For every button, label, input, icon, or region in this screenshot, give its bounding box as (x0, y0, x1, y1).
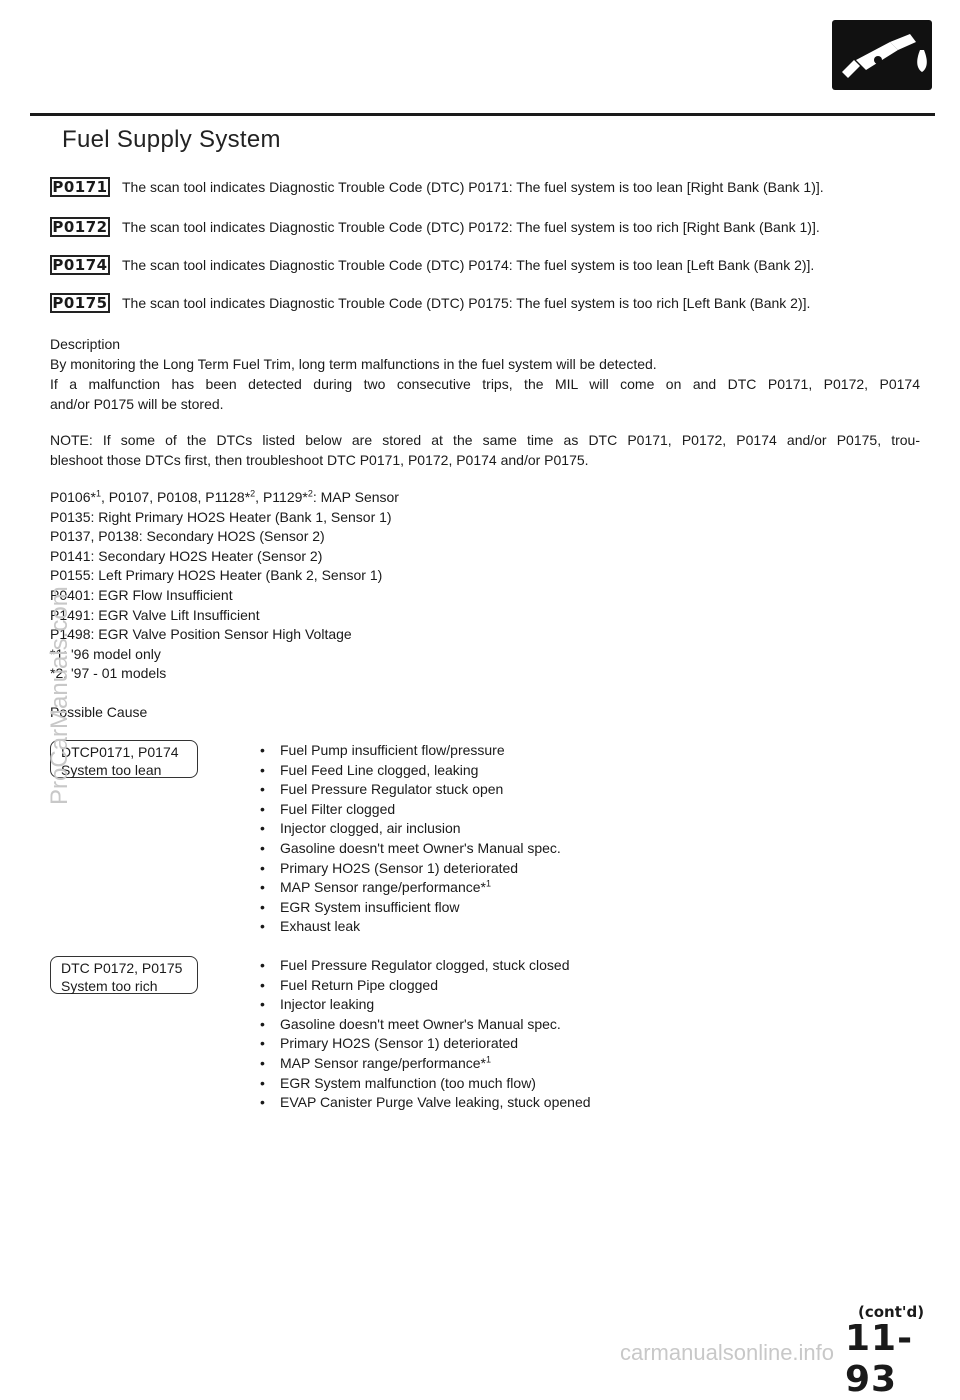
continued-label: (cont'd) (858, 1303, 925, 1321)
watermark-bottom: carmanualsonline.info (620, 1340, 835, 1365)
dtc-code-badge: P0172 (50, 217, 110, 237)
list-item: • Fuel Feed Line clogged, leaking (260, 761, 561, 781)
note-line: bleshoot those DTCs first, then troubleshoot DTC P0171, P0172, P0174 and/or P0175. (50, 452, 589, 468)
list-item: • Primary HO2S (Sensor 1) deteriorated (260, 859, 561, 879)
list-item: • EVAP Canister Purge Valve leaking, stuck opened (260, 1093, 591, 1113)
note-section (50, 430, 920, 470)
list-item: • MAP Sensor range/performance*$^1$ (260, 1054, 591, 1074)
watermark-left: ProCarManuals.com (46, 586, 73, 805)
list-item: • Fuel Pressure Regulator stuck open (260, 780, 561, 800)
description-line: and/or P0175 will be stored. (50, 396, 224, 412)
fuel-nozzle-icon (832, 20, 932, 90)
note-line: NOTE: If some of the DTCs listed below are stored at the same time as DTC P0171, P0172, P0174 and/or P0175, trou- (50, 432, 920, 448)
possible-cause-heading: Possible Cause (50, 704, 148, 720)
related-dtc-item: P0401: EGR Flow Insufficient (50, 586, 233, 603)
dtc-description: The scan tool indicates Diagnostic Trouble Code (DTC) P0171: The fuel system is too lean [Right Bank (Bank 1)]. (122, 179, 824, 195)
dtc-row-p0171 (50, 176, 824, 198)
list-item: • Exhaust leak (260, 917, 561, 937)
list-item: • Gasoline doesn't meet Owner's Manual spec. (260, 1015, 591, 1035)
related-dtc-item: P0137, P0138: Secondary HO2S (Sensor 2) (50, 528, 325, 545)
related-dtc-item: P0135: Right Primary HO2S Heater (Bank 1, Sensor 1) (50, 508, 392, 525)
list-item: • Injector leaking (260, 995, 591, 1015)
header-rule (30, 113, 935, 116)
related-dtc-item: P0141: Secondary HO2S Heater (Sensor 2) (50, 547, 323, 564)
dtc-row-p0172 (50, 216, 820, 238)
cause-box-rich: DTC P0172, P0175 System too rich (50, 956, 198, 994)
footnote: *1: '96 model only (50, 645, 161, 662)
dtc-description: The scan tool indicates Diagnostic Trouble Code (DTC) P0174: The fuel system is too lean [Left Bank (Bank 2)]. (122, 257, 815, 273)
list-item: • Fuel Pressure Regulator clogged, stuck closed (260, 956, 591, 976)
list-item: • Primary HO2S (Sensor 1) deteriorated (260, 1034, 591, 1054)
footnote: *2: '97 - 01 models (50, 665, 167, 682)
cause-box-lean: DTCP0171, P0174 System too lean (50, 740, 198, 778)
description-section (50, 334, 920, 414)
dtc-row-p0174 (50, 254, 814, 276)
related-dtc-item: P0155: Left Primary HO2S Heater (Bank 2, Sensor 1) (50, 567, 383, 584)
dtc-code-badge: P0174 (50, 255, 110, 275)
page-title: Fuel Supply System (62, 126, 281, 153)
list-item: • MAP Sensor range/performance*$^1$ (260, 878, 561, 898)
list-item: • EGR System insufficient flow (260, 898, 561, 918)
dtc-code-badge: P0171 (50, 177, 110, 197)
description-line: By monitoring the Long Term Fuel Trim, long term malfunctions in the fuel system will be detected. (50, 356, 657, 372)
lean-cause-list (260, 741, 561, 937)
list-item: • Fuel Filter clogged (260, 800, 561, 820)
related-dtc-item: P1491: EGR Valve Lift Insufficient (50, 606, 260, 623)
dtc-description: The scan tool indicates Diagnostic Trouble Code (DTC) P0175: The fuel system is too rich [Left Bank (Bank 2)]. (122, 295, 811, 311)
dtc-row-p0175 (50, 292, 810, 314)
description-line: If a malfunction has been detected during two consecutive trips, the MIL will come on and DTC P0171, P0172, P0174 (50, 376, 920, 392)
description-heading: Description (50, 336, 121, 352)
list-item: • Fuel Return Pipe clogged (260, 976, 591, 996)
related-dtc-list (50, 488, 399, 684)
list-item: • EGR System malfunction (too much flow) (260, 1074, 591, 1094)
dtc-description: The scan tool indicates Diagnostic Trouble Code (DTC) P0172: The fuel system is too rich [Right Bank (Bank 1)]. (122, 219, 820, 235)
list-item: • Gasoline doesn't meet Owner's Manual spec. (260, 839, 561, 859)
list-item: • Injector clogged, air inclusion (260, 819, 561, 839)
rich-cause-list (260, 956, 591, 1113)
page-number: 11-93 (845, 1318, 914, 1400)
related-dtc-map-sensor: P0106*$^1$, P0107, P0108, P1128*$^2$, P1129*$^2$: MAP Sensor (50, 488, 399, 505)
related-dtc-item: P1498: EGR Valve Position Sensor High Voltage (50, 626, 352, 643)
dtc-code-badge: P0175 (50, 293, 110, 313)
list-item: • Fuel Pump insufficient flow/pressure (260, 741, 561, 761)
